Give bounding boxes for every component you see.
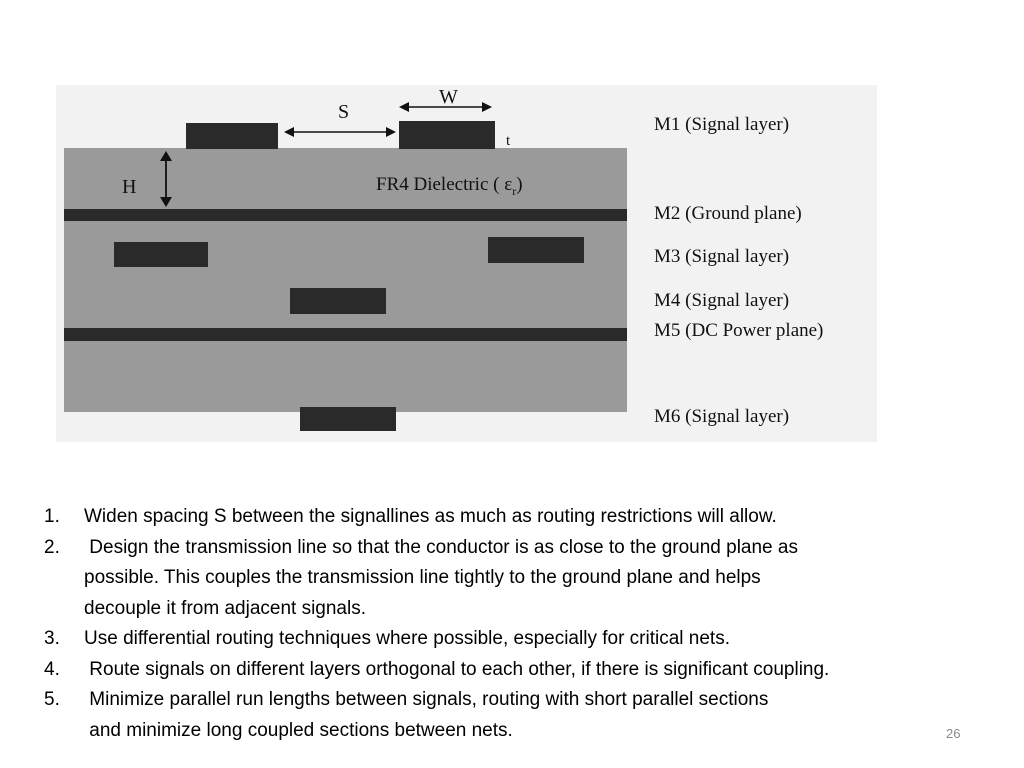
layer-label-m1: M1 (Signal layer) <box>654 114 790 135</box>
list-text: Minimize parallel run lengths between signals, routing with short parallel sections <box>84 689 769 710</box>
dielectric-label: FR4 Dielectric ( $\varepsilon_r$) <box>376 174 523 198</box>
trace-m6 <box>300 407 396 431</box>
layer-label-m2: M2 (Ground plane) <box>654 203 802 224</box>
ground-plane-m2 <box>64 209 627 221</box>
layer-label-m6: M6 (Signal layer) <box>654 406 790 427</box>
list-text: Widen spacing S between the signallines as much as routing restrictions will allow. <box>84 506 777 527</box>
trace-m4 <box>290 288 386 314</box>
height-label: H <box>122 176 137 198</box>
list-text: Design the transmission line so that the conductor is as close to the ground plane as <box>84 536 798 558</box>
list-number: 3. <box>44 628 60 649</box>
list-number: 2. <box>44 536 60 558</box>
trace-m3-right <box>488 237 584 263</box>
power-plane-m5 <box>64 328 627 341</box>
trace-m3-left <box>114 242 208 267</box>
layer-label-m5: M5 (DC Power plane) <box>654 320 824 341</box>
slide-number: 26 <box>946 726 961 741</box>
list-item <box>44 502 1019 533</box>
list-text: Use differential routing techniques where possible, especially for critical nets. <box>84 628 730 649</box>
list-item <box>44 624 1019 655</box>
spacing-label: S <box>338 101 350 123</box>
trace-m1-right <box>399 121 495 149</box>
list-number: 5. <box>44 689 60 710</box>
pcb-stackup-diagram <box>56 85 877 442</box>
thickness-label: t <box>506 133 511 149</box>
list-text: possible. This couples the transmission line tightly to the ground plane and helps <box>84 567 761 588</box>
list-text: Route signals on different layers orthogonal to each other, if there is significant coupling. <box>84 658 830 680</box>
list-number: 1. <box>44 506 60 527</box>
trace-m1-left <box>186 123 278 149</box>
list-text: decouple it from adjacent signals. <box>84 597 366 619</box>
width-label: W <box>439 86 458 108</box>
list-item <box>44 655 1019 686</box>
list-number: 4. <box>44 658 60 680</box>
layer-label-m4: M4 (Signal layer) <box>654 290 790 311</box>
guideline-list <box>44 502 1019 746</box>
list-item <box>44 685 1019 746</box>
layer-label-m3: M3 (Signal layer) <box>654 246 790 267</box>
list-text: and minimize long coupled sections between nets. <box>84 719 513 741</box>
list-item <box>44 533 1019 625</box>
fr4-dielectric <box>64 148 627 412</box>
